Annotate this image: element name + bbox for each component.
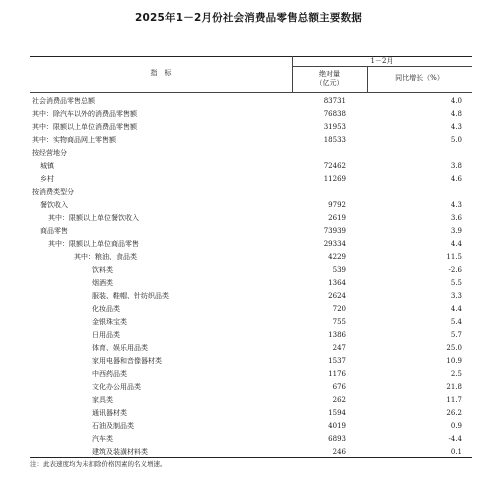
row-amount: 247	[332, 344, 346, 352]
row-label: 城镇	[40, 162, 54, 170]
row-amount: 676	[332, 383, 346, 391]
row-amount: 4019	[328, 422, 346, 430]
row-label: 乡村	[40, 175, 54, 183]
row-amount: 2624	[328, 292, 346, 300]
table-row	[30, 329, 472, 341]
table-row	[30, 160, 472, 172]
row-label: 金银珠宝类	[92, 318, 127, 326]
row-growth: 11.5	[446, 253, 462, 261]
table-row	[30, 433, 472, 445]
row-growth: 4.4	[450, 305, 462, 313]
row-label: 家用电器和音像器材类	[92, 357, 162, 365]
table-row	[30, 147, 472, 159]
row-amount: 539	[332, 266, 346, 274]
header-bottom-rule	[30, 92, 472, 93]
row-amount: 83731	[323, 97, 346, 105]
header-period: 1－2月	[370, 57, 394, 65]
row-label: 石油及制品类	[92, 422, 134, 430]
row-label: 其中：粮油、食品类	[74, 253, 137, 261]
table-row	[30, 212, 472, 224]
row-label: 汽车类	[92, 435, 113, 443]
table-row	[30, 355, 472, 367]
table-row	[30, 394, 472, 406]
header-amount-line2: （亿元）	[315, 79, 344, 87]
header-growth: 同比增长（%）	[395, 74, 444, 82]
row-label: 其中：限额以上单位餐饮收入	[48, 214, 139, 222]
table-row	[30, 121, 472, 133]
row-growth: 0.1	[450, 448, 462, 456]
header-indicator: 指 标	[150, 69, 172, 77]
table-row	[30, 95, 472, 107]
row-growth: 4.3	[450, 201, 462, 209]
row-label: 通讯器材类	[92, 409, 127, 417]
row-growth: 5.0	[450, 136, 462, 144]
row-amount: 1176	[328, 370, 346, 378]
row-growth: 3.3	[450, 292, 462, 300]
footnote: 注：此表速度均为未扣除价格因素的名义增速。	[30, 460, 167, 468]
table-row	[30, 173, 472, 185]
row-label: 社会消费品零售总额	[32, 97, 95, 105]
row-growth: 5.5	[450, 279, 462, 287]
table-row	[30, 420, 472, 432]
table-row	[30, 342, 472, 354]
table-row	[30, 381, 472, 393]
row-amount: 9792	[328, 201, 346, 209]
row-amount: 11269	[323, 175, 346, 183]
row-growth: 21.8	[446, 383, 462, 391]
row-amount: 76838	[323, 110, 346, 118]
header-amount	[292, 70, 367, 88]
row-growth: 4.8	[450, 110, 462, 118]
table-row	[30, 407, 472, 419]
row-label: 其中：限额以上单位消费品零售额	[32, 123, 137, 131]
row-growth: 3.9	[450, 227, 462, 235]
row-growth: 4.4	[450, 240, 462, 248]
row-growth: 5.4	[450, 318, 462, 326]
row-growth: 3.8	[450, 162, 462, 170]
row-amount: 72462	[323, 162, 346, 170]
header-amount-line1: 绝对量	[319, 70, 340, 78]
table-row	[30, 264, 472, 276]
period-underline	[292, 66, 472, 67]
table-row	[30, 186, 472, 198]
row-amount: 6893	[328, 435, 346, 443]
row-growth: 3.6	[450, 214, 462, 222]
row-growth: 10.9	[446, 357, 462, 365]
table-row	[30, 225, 472, 237]
row-growth: 11.7	[446, 396, 462, 404]
row-growth: 5.7	[450, 331, 462, 339]
table-row	[30, 108, 472, 120]
row-amount: 720	[332, 305, 346, 313]
row-label: 文化办公用品类	[92, 383, 141, 391]
row-amount: 73939	[323, 227, 346, 235]
table-row	[30, 368, 472, 380]
row-growth: 25.0	[446, 344, 462, 352]
row-amount: 4229	[328, 253, 346, 261]
row-growth: 2.5	[450, 370, 462, 378]
row-label: 日用品类	[92, 331, 120, 339]
row-label: 其中：实物商品网上零售额	[32, 136, 116, 144]
row-amount: 1386	[328, 331, 346, 339]
row-growth: 4.0	[450, 97, 462, 105]
row-amount: 29334	[323, 240, 346, 248]
row-growth: -2.6	[448, 266, 462, 274]
row-amount: 18533	[323, 136, 346, 144]
row-growth: 26.2	[446, 409, 462, 417]
row-growth: -4.4	[448, 435, 462, 443]
table-row	[30, 134, 472, 146]
table-row	[30, 199, 472, 211]
row-amount: 1537	[328, 357, 346, 365]
table-row	[30, 238, 472, 250]
table-row	[30, 277, 472, 289]
row-label: 商品零售	[40, 227, 68, 235]
row-amount: 246	[332, 448, 346, 456]
row-label: 中西药品类	[92, 370, 127, 378]
row-label: 体育、娱乐用品类	[92, 344, 148, 352]
row-growth: 0.9	[450, 422, 462, 430]
row-growth: 4.3	[450, 123, 462, 131]
row-amount: 31953	[323, 123, 346, 131]
row-label: 其中：除汽车以外的消费品零售额	[32, 110, 137, 118]
row-amount: 262	[332, 396, 346, 404]
page-title: 2025年1－2月份社会消费品零售总额主要数据	[135, 12, 362, 24]
row-label: 按经营地分	[32, 149, 67, 157]
row-label: 餐饮收入	[40, 201, 68, 209]
row-label: 按消费类型分	[32, 188, 74, 196]
row-label: 服装、鞋帽、针纺织品类	[92, 292, 169, 300]
row-amount: 755	[332, 318, 346, 326]
table-row	[30, 303, 472, 315]
row-label: 化妆品类	[92, 305, 120, 313]
row-amount: 1364	[328, 279, 346, 287]
row-label: 烟酒类	[92, 279, 113, 287]
table-row	[30, 290, 472, 302]
table-row	[30, 316, 472, 328]
row-label: 建筑及装潢材料类	[92, 448, 148, 456]
row-growth: 4.6	[450, 175, 462, 183]
table-row	[30, 251, 472, 263]
row-amount: 1594	[328, 409, 346, 417]
row-label: 家具类	[92, 396, 113, 404]
row-label: 其中：限额以上单位商品零售	[48, 240, 139, 248]
row-amount: 2619	[328, 214, 346, 222]
row-label: 饮料类	[92, 266, 113, 274]
table-bottom-rule	[30, 457, 472, 458]
